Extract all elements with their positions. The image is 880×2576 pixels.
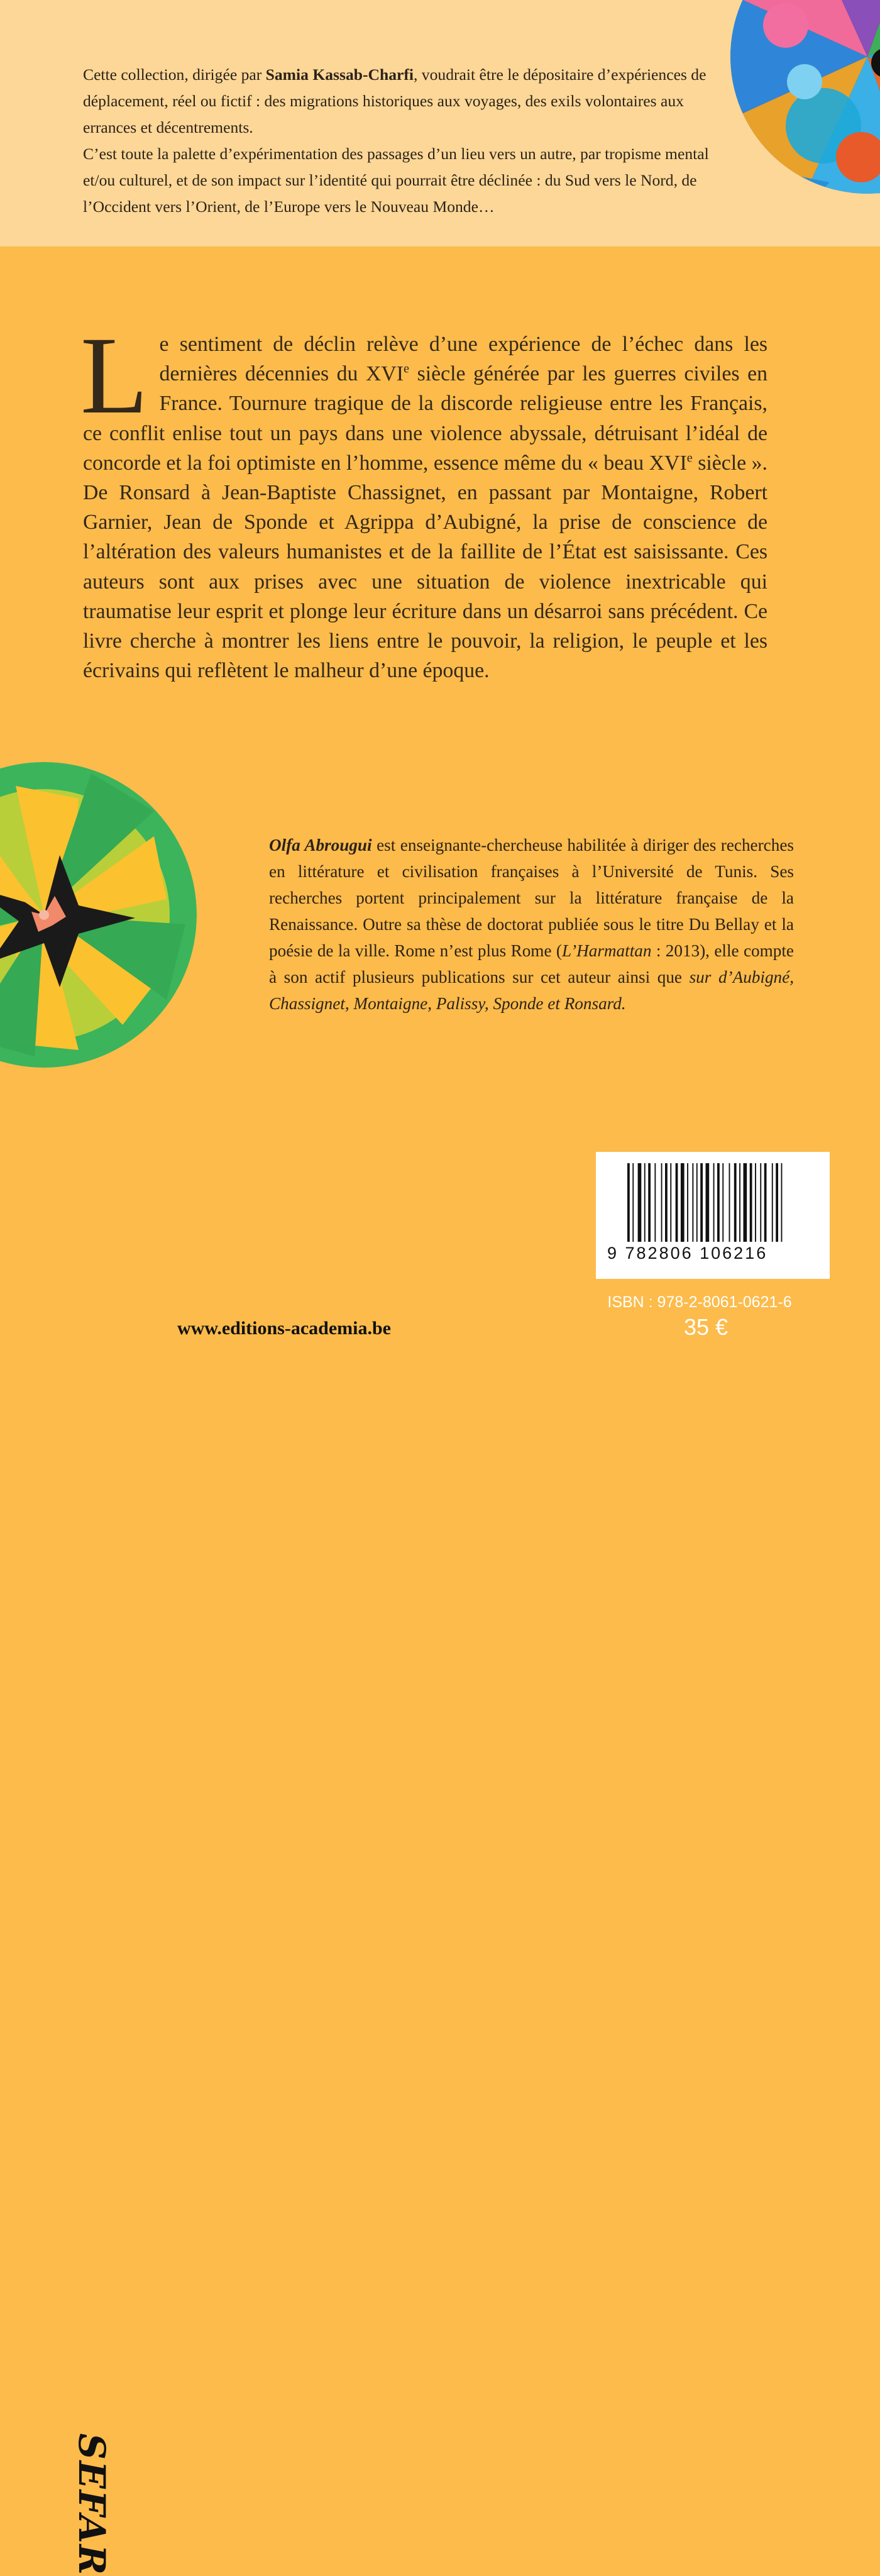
sefar-logo: SEFAR	[70, 2433, 113, 2576]
barcode-bar	[781, 1163, 783, 1242]
barcode-bar	[772, 1163, 773, 1242]
barcode-bar	[717, 1163, 720, 1242]
barcode-bar	[696, 1163, 698, 1242]
barcode-bar	[700, 1163, 703, 1242]
barcode-bar	[681, 1163, 685, 1242]
book-summary: Le sentiment de déclin relève d’une expérience de l’échec dans les dernières décennies du XVIe siècle générée par les guerres civiles en France. Tournure tragique de la discorde religieuse entre les Français, ce conflit enlise tout un pays dans une violence abyssale, détruisant l’idéal de concorde et la foi optimiste en l’homme, essence même du « beau XVIe siècle ». De Ronsard à Jean-Baptiste Chassignet, en passant par Montaigne, Robert Garnier, Jean de Sponde et Agrippa d’Aubigné, la prise de conscience de l’altération des valeurs humanistes et de la faillite de l’État est saisissante. Ces auteurs sont aux prises avec une situation de violence inextricable qui traumatise leur esprit et plonge leur écriture dans un désarroi sans précédent. Ce livre cherche à montrer les liens entre le pouvoir, la religion, le peuple et les écrivains qui reflètent le malheur d’une époque.	[80, 314, 768, 683]
barcode-bar	[638, 1163, 642, 1242]
barcode-bar	[632, 1163, 634, 1242]
barcode-bar	[722, 1163, 723, 1242]
publisher-website[interactable]: www.editions-academia.be	[177, 1318, 391, 1339]
barcode-bar	[648, 1163, 651, 1242]
barcode-bar	[692, 1163, 693, 1242]
author-biography: Olfa Abrougui est enseignante-chercheuse habilitée à diriger des recherches en littérature et civilisation françaises à l’Université de Tunis. Ses recherches portent principalement sur la littérature française de la Renaissance. Outre sa thèse de doctorat publiée sous le titre Du Bellay et la poésie de la ville. Rome n’est plus Rome (L’Harmattan : 2013), elle compte à son actif plusieurs publications sur cet auteur ainsi que sur d’Aubigné, Chassignet, Montaigne, Palissy, Sponde et Ronsard.	[269, 836, 794, 1013]
barcode-bar	[750, 1163, 752, 1242]
barcode-bars	[627, 1163, 798, 1242]
barcode-bar	[776, 1163, 778, 1242]
barcode-bar	[734, 1163, 737, 1242]
barcode-bar	[676, 1163, 678, 1242]
barcode-bar	[654, 1163, 656, 1242]
barcode-bar	[729, 1163, 730, 1242]
barcode-bar	[670, 1163, 671, 1242]
barcode-digits: 9 782806 106216	[607, 1244, 768, 1263]
price: 35 €	[683, 1314, 729, 1340]
barcode-bar	[706, 1163, 710, 1242]
collection-paragraph-2: C’est toute la palette d’expérimentation des passages d’un lieu vers un autre, par tropisme mental et/ou culturel, et de son impact sur l’identité qui pourrait être déclinée : du Sud vers le Nord, de l’Occident vers l’Orient, de l’Europe vers le Nouveau Monde…	[83, 145, 709, 216]
collection-director: Samia Kassab-Charfi	[265, 65, 414, 84]
barcode-bar	[755, 1163, 756, 1242]
barcode	[596, 1152, 830, 1279]
isbn: ISBN : 978-2-8061-0621-6	[607, 1293, 792, 1311]
barcode-bar	[665, 1163, 668, 1242]
barcode-bar	[760, 1163, 761, 1242]
mandala-ornament-left	[0, 761, 198, 1069]
barcode-bar	[627, 1163, 630, 1242]
barcode-bar	[739, 1163, 740, 1242]
drop-cap: L	[80, 314, 148, 437]
mandala-ornament-top	[729, 0, 880, 195]
barcode-bar	[661, 1163, 663, 1242]
collection-paragraph-1: Cette collection, dirigée par Samia Kassab-Charfi, voudrait être le dépositaire d’expériences de déplacement, réel ou fictif : des migrations historiques aux voyages, des exils volontaires aux errances et décentrements.	[83, 65, 707, 136]
author-name: Olfa Abrougui	[269, 836, 372, 854]
barcode-bar	[744, 1163, 747, 1242]
barcode-bar	[644, 1163, 646, 1242]
barcode-bar	[687, 1163, 688, 1242]
barcode-bar	[713, 1163, 715, 1242]
barcode-bar	[764, 1163, 767, 1242]
collection-description	[83, 62, 712, 220]
